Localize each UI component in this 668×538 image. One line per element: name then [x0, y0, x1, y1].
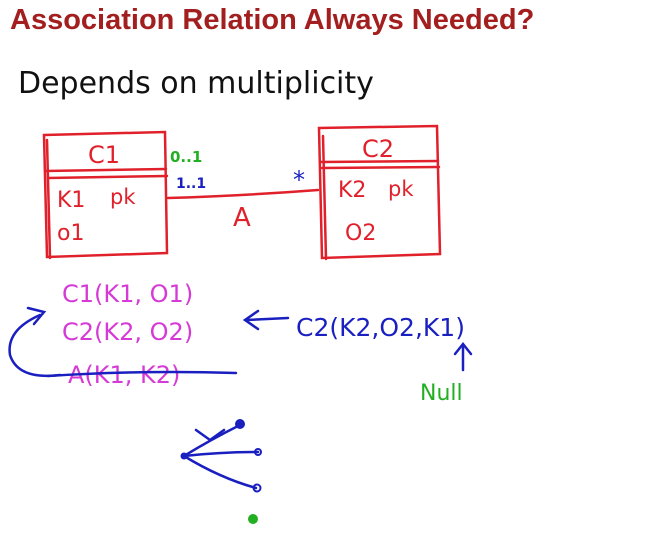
fan-node-filled	[235, 419, 245, 429]
class-c2-key: K2	[338, 178, 367, 203]
class-c2-name: C2	[362, 135, 395, 163]
slide-title: Association Relation Always Needed?	[10, 4, 535, 36]
mult-c1-one-one: 1..1	[176, 176, 207, 192]
relation-c2-merged: C2(K2,O2,K1)	[296, 313, 465, 342]
slide-subtitle: Depends on multiplicity	[18, 66, 374, 101]
mult-c2-star: *	[293, 166, 305, 194]
class-c2-key-tag: pk	[388, 177, 414, 201]
class-c2-attr: O2	[345, 221, 377, 246]
relation-a-crossed: A(K1, K2)	[68, 361, 181, 389]
relation-c2: C2(K2, O2)	[62, 318, 194, 346]
class-c1-attr: o1	[57, 221, 85, 246]
merge-arrow	[246, 318, 288, 320]
class-c1-key: K1	[57, 188, 86, 213]
green-dot	[248, 514, 258, 524]
fan-sketch	[184, 425, 258, 488]
null-label: Null	[420, 381, 463, 406]
association-label: A	[233, 203, 251, 233]
class-c1-key-tag: pk	[110, 185, 136, 209]
mult-c1-zero-one: 0..1	[170, 148, 203, 166]
fan-origin	[181, 453, 188, 460]
class-c1-name: C1	[88, 141, 121, 169]
relation-c1: C1(K1, O1)	[62, 280, 194, 308]
